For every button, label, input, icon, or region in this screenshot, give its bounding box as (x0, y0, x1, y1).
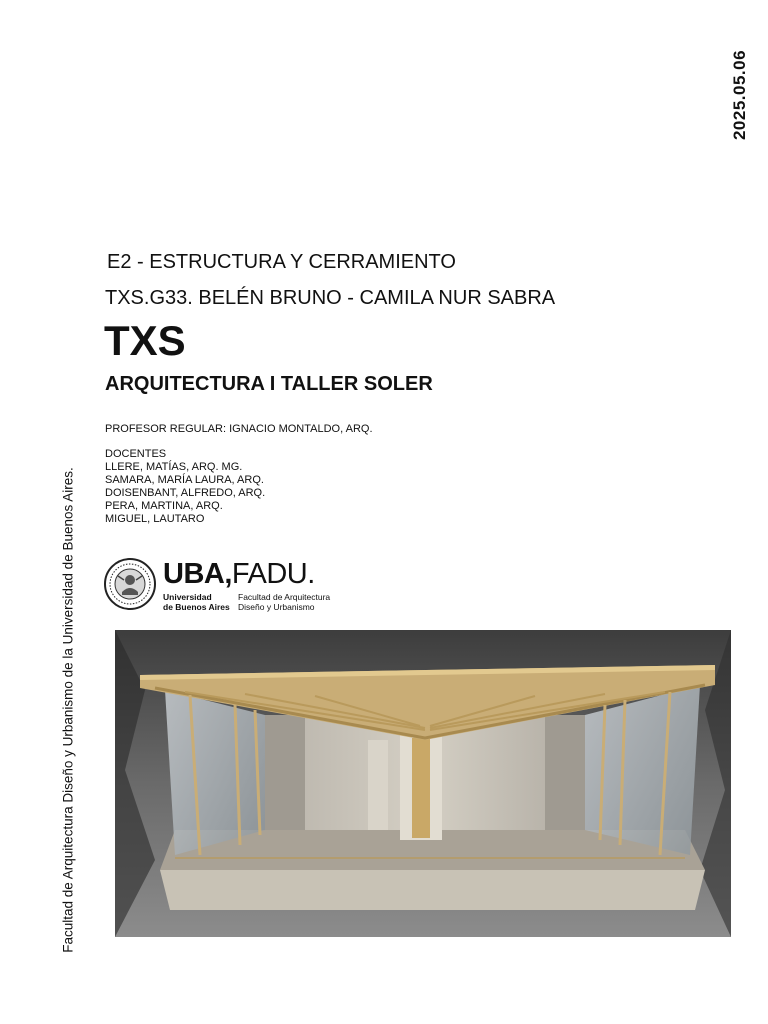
docente-name: MIGUEL, LAUTARO (105, 513, 205, 525)
docente-name: PERA, MARTINA, ARQ. (105, 500, 223, 512)
fadu-subtext (238, 592, 330, 612)
logo-wordmark (163, 557, 315, 591)
uba-subtext-line: de Buenos Aires (163, 602, 230, 612)
date-label: 2025.05.06 (730, 49, 749, 141)
page-title: TXS (104, 317, 186, 364)
fadu-subtext-line: Diseño y Urbanismo (238, 602, 315, 612)
docentes-list (105, 448, 265, 526)
docentes-heading: DOCENTES (105, 448, 167, 460)
fadu-wordmark: FADU. (231, 558, 315, 590)
university-seal-icon (104, 558, 156, 610)
professor-line: PROFESOR REGULAR: IGNACIO MONTALDO, ARQ. (105, 423, 373, 435)
exercise-subtitle: E2 - ESTRUCTURA Y CERRAMIENTO (107, 251, 456, 273)
docente-name: DOISENBANT, ALFREDO, ARQ. (105, 487, 266, 499)
uba-subtext-line: Universidad (163, 592, 212, 602)
architectural-model-photo (115, 630, 731, 937)
fadu-subtext-line: Facultad de Arquitectura (238, 592, 331, 602)
side-institution-text: Facultad de Arquitectura Diseño y Urbanismo de la Universidad de Buenos Aires. (60, 467, 76, 953)
docente-name: SAMARA, MARÍA LAURA, ARQ. (105, 474, 264, 486)
uba-fadu-logo (104, 557, 364, 617)
authors-line: TXS.G33. BELÉN BRUNO - CAMILA NUR SABRA (105, 287, 556, 309)
uba-wordmark: UBA, (163, 558, 232, 590)
docente-name: LLERE, MATÍAS, ARQ. MG. (105, 461, 243, 473)
course-title: ARQUITECTURA I TALLER SOLER (105, 373, 433, 395)
uba-subtext (163, 592, 230, 612)
